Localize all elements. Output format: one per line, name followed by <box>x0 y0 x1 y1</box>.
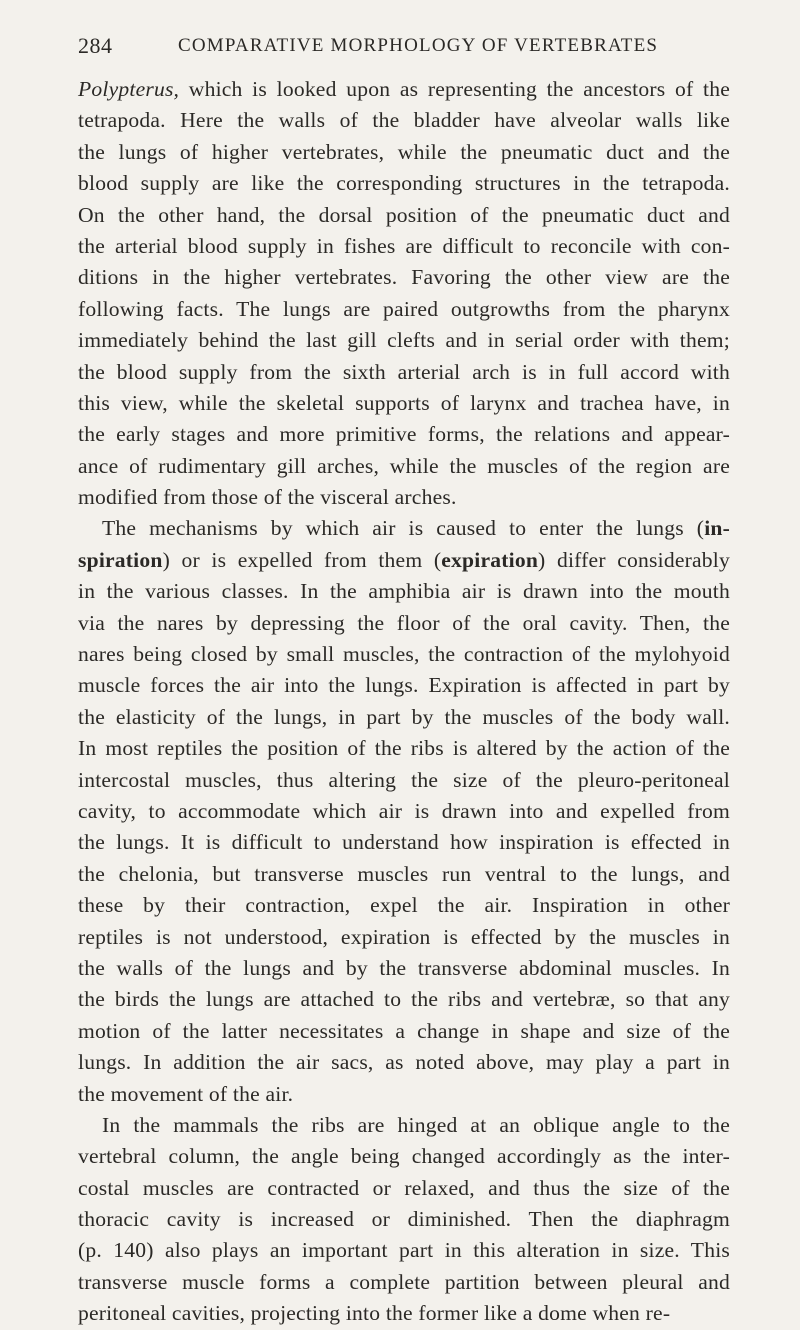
text-line <box>78 357 730 388</box>
text-line <box>78 451 730 482</box>
text-line <box>78 702 730 733</box>
page-number: 284 <box>78 33 113 58</box>
text-line <box>78 1204 730 1235</box>
text-line <box>78 639 730 670</box>
line-text: immediately behind the last gill clefts and in serial order with them; <box>78 328 730 353</box>
running-head <box>78 33 730 63</box>
text-line <box>78 74 730 105</box>
text-line <box>78 294 730 325</box>
line-text: vertebral column, the angle being changed accordingly as the inter- <box>78 1144 730 1169</box>
line-text: In the mammals the ribs are hinged at an oblique angle to the <box>102 1112 730 1137</box>
body-text <box>78 74 730 1330</box>
text-line <box>78 765 730 796</box>
line-text: ance of rudimentary gill arches, while the muscles of the region are <box>78 453 730 478</box>
line-text: The mechanisms by which air is caused to enter the lungs ( <box>102 516 705 541</box>
text-line <box>78 545 730 576</box>
line-text: ditions in the higher vertebrates. Favoring the other view are the <box>78 265 730 290</box>
text-line <box>78 576 730 607</box>
line-text: cavity, to accommodate which air is drawn into and expelled from <box>78 798 730 823</box>
line-text: peritoneal cavities, projecting into the former like a dome when re- <box>78 1301 671 1326</box>
text-line <box>78 1267 730 1298</box>
bold-text: spiration <box>78 547 163 572</box>
line-text: nares being closed by small muscles, the contraction of the mylohyoid <box>78 642 730 667</box>
text-line <box>78 796 730 827</box>
text-line <box>78 608 730 639</box>
line-text: the birds the lungs are attached to the ribs and vertebræ, so that any <box>78 987 730 1012</box>
text-line <box>78 670 730 701</box>
text-line <box>78 1110 730 1141</box>
line-text: costal muscles are contracted or relaxed, and thus the size of the <box>78 1175 730 1200</box>
text-line <box>78 984 730 1015</box>
line-text: the early stages and more primitive forms, the relations and appear- <box>78 422 730 447</box>
text-line <box>78 1173 730 1204</box>
text-line <box>78 105 730 136</box>
text-line <box>78 388 730 419</box>
line-text: the elasticity of the lungs, in part by the muscles of the body wall. <box>78 704 730 729</box>
text-line <box>78 1079 730 1110</box>
line-text: transverse muscle forms a complete partition between pleural and <box>78 1269 730 1294</box>
text-line <box>78 1298 730 1329</box>
italic-text: Polypterus, <box>78 77 180 101</box>
line-text: (p. 140) also plays an important part in this alteration in size. This <box>78 1238 730 1263</box>
line-text: following facts. The lungs are paired outgrowths from the pharynx <box>78 296 730 321</box>
line-text: the blood supply from the sixth arterial arch is in full accord with <box>78 359 730 384</box>
line-text: the walls of the lungs and by the transverse abdominal muscles. In <box>78 955 730 980</box>
line-text: On the other hand, the dorsal position of the pneumatic duct and <box>78 202 730 227</box>
text-line <box>78 137 730 168</box>
line-text: which is looked upon as representing the ancestors of the <box>179 77 730 101</box>
text-line <box>78 325 730 356</box>
line-text: via the nares by depressing the floor of the oral cavity. Then, the <box>78 610 730 635</box>
line-text: this view, while the skeletal supports of larynx and trachea have, in <box>78 390 730 415</box>
text-line <box>78 513 730 544</box>
line-text: the lungs of higher vertebrates, while the pneumatic duct and the <box>78 139 730 164</box>
page-header-title: COMPARATIVE MORPHOLOGY OF VERTEBRATES <box>178 35 659 56</box>
text-line <box>78 168 730 199</box>
line-text: muscle forces the air into the lungs. Expiration is affected in part by <box>78 673 730 698</box>
line-text: blood supply are like the corresponding structures in the tetrapoda. <box>78 171 730 196</box>
text-line <box>78 953 730 984</box>
bold-text: in- <box>704 516 730 541</box>
line-text: intercostal muscles, thus altering the size of the pleuro-peritoneal <box>78 767 730 792</box>
text-line <box>78 419 730 450</box>
text-line <box>78 1047 730 1078</box>
text-line <box>78 482 730 513</box>
line-text: ) or is expelled from them ( <box>162 547 442 572</box>
text-line <box>78 922 730 953</box>
line-text: the chelonia, but transverse muscles run ventral to the lungs, and <box>78 861 730 886</box>
line-text: modified from those of the visceral arches. <box>78 485 457 510</box>
line-text: the movement of the air. <box>78 1081 294 1106</box>
line-text: motion of the latter necessitates a change in shape and size of the <box>78 1018 730 1043</box>
line-text: lungs. In addition the air sacs, as noted above, may play a part in <box>78 1050 730 1075</box>
line-text: thoracic cavity is increased or diminished. Then the diaphragm <box>78 1207 730 1232</box>
text-line <box>78 859 730 890</box>
line-text: in the various classes. In the amphibia air is drawn into the mouth <box>78 579 730 604</box>
text-line <box>78 733 730 764</box>
text-line <box>78 1235 730 1266</box>
line-text: reptiles is not understood, expiration is effected by the muscles in <box>78 924 730 949</box>
line-text: these by their contraction, expel the air. Inspiration in other <box>78 893 730 918</box>
text-line <box>78 200 730 231</box>
text-line <box>78 231 730 262</box>
line-text: the lungs. It is difficult to understand how inspiration is effected in <box>78 830 730 855</box>
line-text: ) differ considerably <box>538 547 730 572</box>
bold-text: expiration <box>441 547 539 572</box>
line-text: tetrapoda. Here the walls of the bladder have alveolar walls like <box>78 108 730 133</box>
line-text: the arterial blood supply in fishes are difficult to reconcile with con- <box>78 233 730 258</box>
text-line <box>78 262 730 293</box>
text-line <box>78 890 730 921</box>
text-line <box>78 827 730 858</box>
text-line <box>78 1016 730 1047</box>
line-text: In most reptiles the position of the ribs is altered by the action of the <box>78 736 730 761</box>
text-line <box>78 1141 730 1172</box>
